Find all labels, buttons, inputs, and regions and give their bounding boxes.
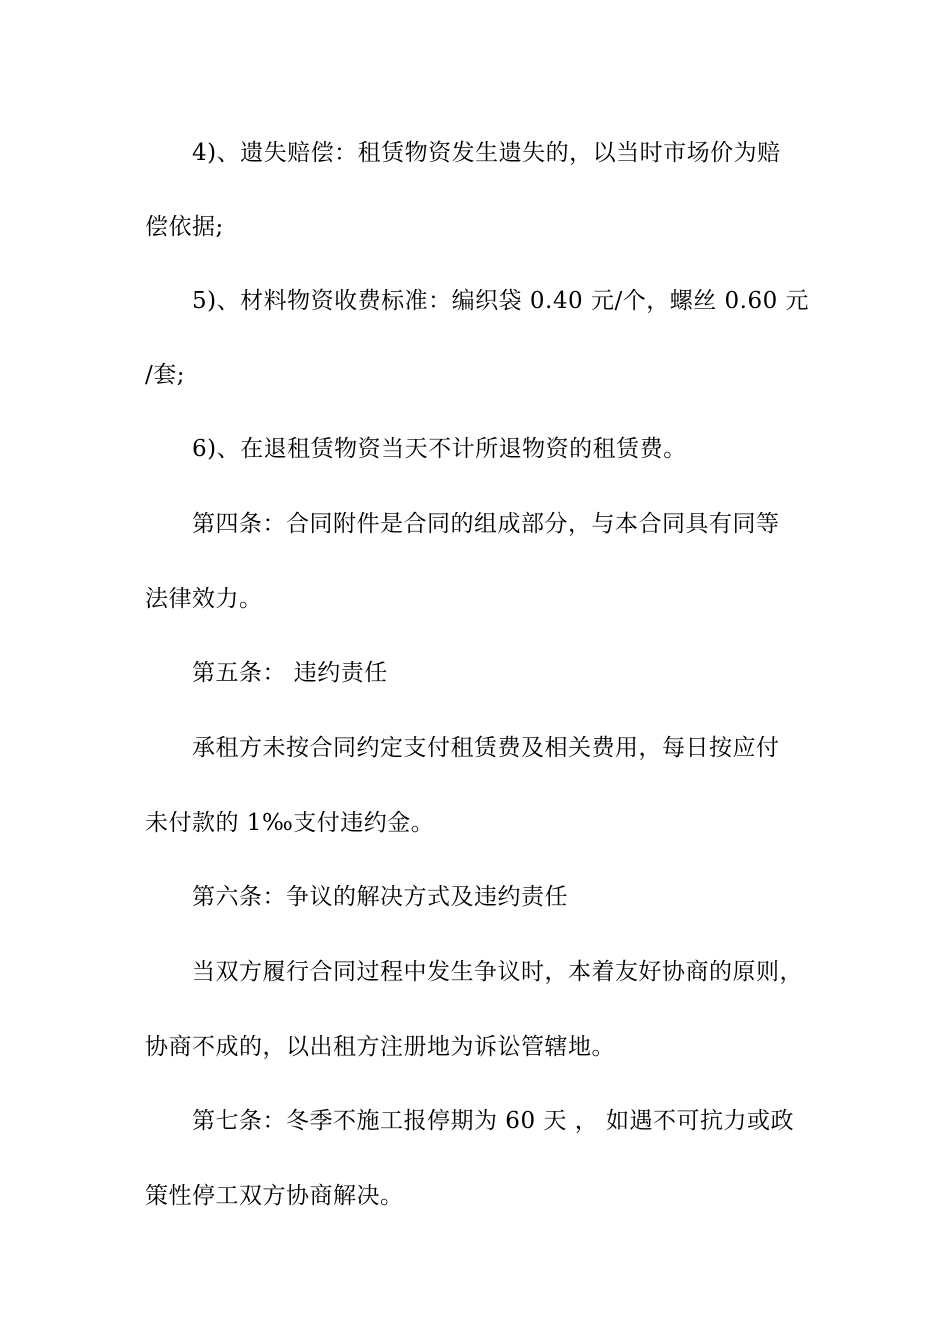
- clause-5-fee-standard: 5)、材料物资收费标准：编织袋 0.40 元/个，螺丝 0.60 元: [192, 288, 810, 314]
- article-7-continuation: 策性停工双方协商解决。: [145, 1183, 404, 1209]
- article-6-continuation: 协商不成的，以出租方注册地为诉讼管辖地。: [145, 1034, 615, 1060]
- clause-5-continuation: /套;: [145, 362, 185, 388]
- clause-6-return-day: 6)、在退租赁物资当天不计所退物资的租赁费。: [192, 436, 687, 462]
- clause-4-loss-compensation: 4)、遗失赔偿：租赁物资发生遗失的，以当时市场价为赔: [192, 140, 781, 166]
- article-7-winter-suspension: 第七条：冬季不施工报停期为 60 天 ， 如遇不可抗力或政: [192, 1108, 795, 1134]
- article-5-breach-text: 承租方未按合同约定支付租赁费及相关费用，每日按应付: [192, 735, 780, 761]
- article-4-continuation: 法律效力。: [145, 586, 263, 612]
- article-5-continuation: 未付款的 1‰支付违约金。: [145, 810, 435, 836]
- article-5-heading: 第五条： 违约责任: [192, 660, 388, 686]
- article-4-attachments: 第四条：合同附件是合同的组成部分，与本合同具有同等: [192, 511, 780, 537]
- article-6-dispute-text: 当双方履行合同过程中发生争议时，本着友好协商的原则，: [192, 959, 803, 985]
- article-6-heading: 第六条：争议的解决方式及违约责任: [192, 884, 568, 910]
- clause-4-continuation: 偿依据;: [145, 214, 224, 240]
